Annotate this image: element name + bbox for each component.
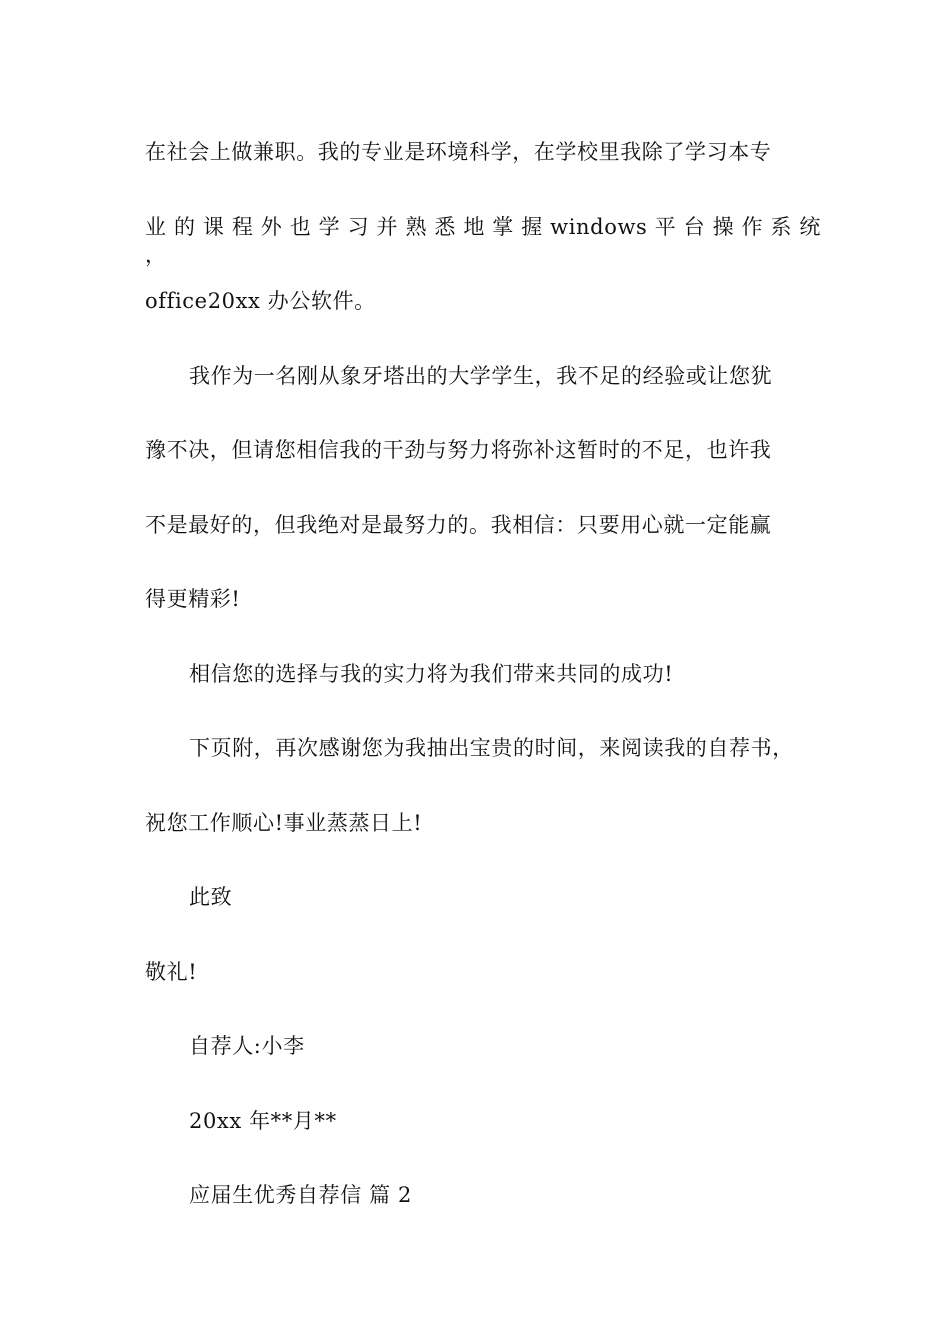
paragraph-line-5: 豫不决，但请您相信我的干劲与努力将弥补这暂时的不足，也许我: [145, 438, 772, 462]
signature-date: 20xx 年**月**: [189, 1109, 337, 1133]
paragraph-line-6: 不是最好的，但我绝对是最努力的。我相信：只要用心就一定能赢: [145, 513, 772, 537]
paragraph-line-3: office20xx 办公软件。: [145, 289, 376, 313]
paragraph-line-10: 祝您工作顺心!事业蒸蒸日上!: [145, 811, 423, 835]
next-section-heading: 应届生优秀自荐信 篇 2: [189, 1183, 412, 1207]
paragraph-line-8: 相信您的选择与我的实力将为我们带来共同的成功!: [189, 662, 674, 686]
paragraph-line-7: 得更精彩!: [145, 587, 241, 611]
paragraph-line-4: 我作为一名刚从象牙塔出的大学学生，我不足的经验或让您犹: [189, 364, 773, 388]
paragraph-line-2: 业 的 课 程 外 也 学 习 并 熟 悉 地 掌 握 windows 平 台 操 作 系 统 ，: [145, 215, 821, 267]
paragraph-line-9: 下页附，再次感谢您为我抽出宝贵的时间，来阅读我的自荐书，: [189, 736, 794, 760]
paragraph-line-1: 在社会上做兼职。我的专业是环境科学，在学校里我除了学习本专: [145, 140, 772, 164]
closing-respect: 敬礼!: [145, 960, 198, 984]
closing-salutation: 此致: [189, 885, 233, 909]
signature-name: 自荐人:小李: [189, 1034, 305, 1058]
